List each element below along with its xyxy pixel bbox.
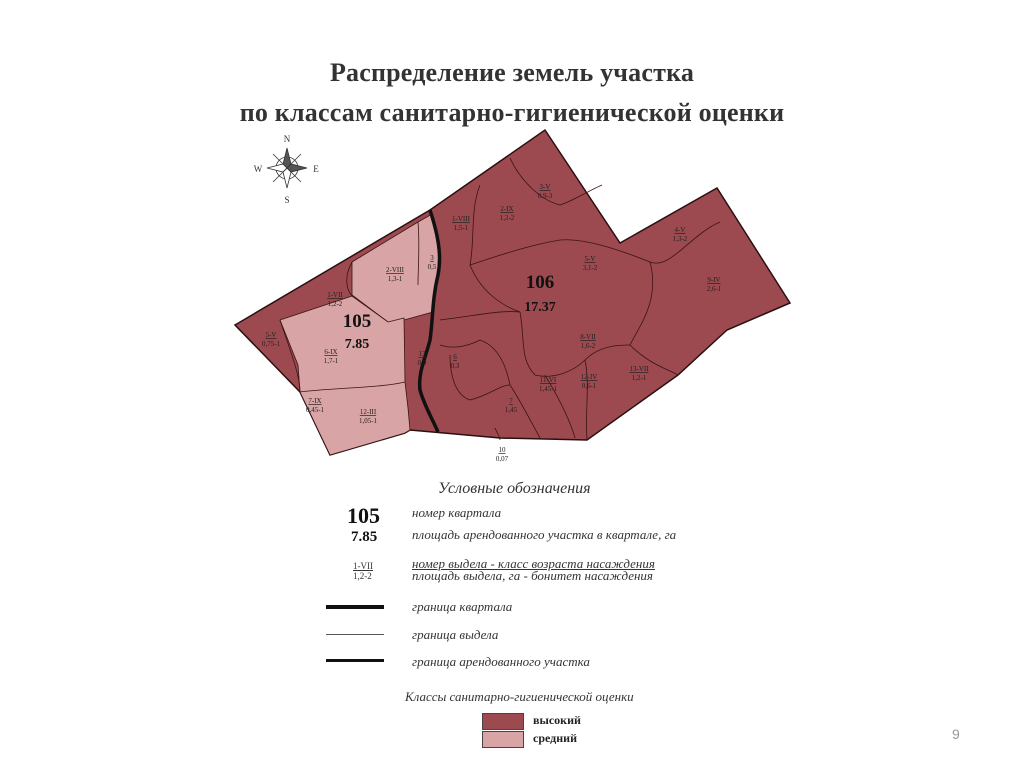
parcel-label: 6-IX <box>324 348 338 356</box>
compass-s-label: S <box>284 195 290 205</box>
legend-sample-id: 1-VII <box>353 561 373 571</box>
parcel-sub: 1,7-1 <box>323 357 339 365</box>
legend-parcel-id-text: номер выдела - класс возраста насаждения <box>412 556 655 571</box>
legend-classes-heading: Классы санитарно-гигиенической оценки <box>405 689 634 704</box>
parcel-label: 2-IX <box>500 205 514 213</box>
parcel-sub: 1,6-2 <box>580 342 596 350</box>
legend-lease-border-line <box>326 659 384 662</box>
parcel-label: 12-IV <box>580 373 598 381</box>
legend-quarter-number-text: номер квартала <box>412 505 502 520</box>
parcel-label: 1-VII <box>327 291 343 299</box>
parcel-label: 13 <box>418 350 426 358</box>
legend-parcel-area-text: площадь выдела, га - бонитет насаждения <box>412 568 653 583</box>
parcel-label: 9-IV <box>707 276 721 284</box>
legend-parcel-border-line <box>326 634 384 635</box>
quarter-105-number: 105 <box>342 311 372 332</box>
parcel-label: 4-V <box>674 226 686 234</box>
quarter-105-area: 7.85 <box>344 337 370 352</box>
compass-w-label: W <box>253 164 263 174</box>
quarter-106-area: 17.37 <box>524 300 556 315</box>
parcel-sub: 2,6-1 <box>706 285 722 293</box>
parcel-label: 2-VIII <box>386 266 404 274</box>
compass-rose-icon <box>267 148 307 188</box>
parcel-label: 11-VI <box>539 376 557 384</box>
parcel-sub: 1,5-1 <box>453 224 469 232</box>
page-number: 9 <box>952 726 960 742</box>
parcel-label: 3 <box>430 254 434 262</box>
parcel-sub: 3,1-2 <box>582 264 598 272</box>
parcel-sub: 1,2-2 <box>499 214 515 222</box>
parcel-sub: 0,45-1 <box>305 406 325 414</box>
compass-n-label: N <box>283 134 291 144</box>
parcel-label: 3-V <box>539 183 551 191</box>
parcel-label: 12-III <box>359 408 377 416</box>
legend-high-label: высокий <box>533 713 581 727</box>
parcel-label: 5-V <box>265 331 277 339</box>
parcel-label: 5-V <box>584 255 596 263</box>
legend-quarter-border-line <box>326 605 384 609</box>
parcel-sub: 0,9 <box>417 359 427 367</box>
parcel-sub: 1,05-1 <box>358 417 378 425</box>
page-title-line-1: Распределение земель участка <box>329 58 695 87</box>
parcel-label: 13-VII <box>629 365 649 373</box>
parcel-sub: 1,45-1 <box>538 385 558 393</box>
parcel-sub: 0,9-3 <box>537 192 553 200</box>
legend-quarter-area-text: площадь арендованного участка в квартале, га <box>412 527 677 542</box>
parcel-sub: 1,45 <box>504 406 518 414</box>
legend-quarter-area: 7.85 <box>351 529 378 545</box>
legend-quarter-number: 105 <box>347 503 380 528</box>
compass-e-label: E <box>313 164 319 174</box>
parcel-sub: 0,75-1 <box>261 340 281 348</box>
parcel-label: 7 <box>509 397 513 405</box>
parcel-sub: 1,2-1 <box>631 374 647 382</box>
legend-quarter-border-text: граница квартала <box>412 599 513 614</box>
quarter-106-number: 106 <box>525 272 555 293</box>
parcel-label: 8-VII <box>580 333 596 341</box>
legend-medium-swatch <box>482 731 524 748</box>
parcel-sub: 0,6-1 <box>581 382 597 390</box>
parcel-label: 1-VIII <box>452 215 470 223</box>
page-title-line-2: по классам санитарно-гигиенической оценки <box>239 98 785 127</box>
legend-lease-border-text: граница арендованного участка <box>412 654 590 669</box>
parcel-label: 10 <box>498 446 506 454</box>
legend-medium-label: средний <box>533 731 577 745</box>
parcel-sub: 0,3 <box>450 362 460 370</box>
legend-high-swatch <box>482 713 524 730</box>
parcel-label: 7-IX <box>308 397 322 405</box>
legend-parcel-border-text: граница выдела <box>412 627 499 642</box>
parcel-sub: 1,2-2 <box>327 300 343 308</box>
legend-sample-sub: 1,2-2 <box>353 571 372 581</box>
parcel-sub: 0,5 <box>427 263 437 271</box>
legend-heading: Условные обозначения <box>438 480 591 497</box>
parcel-sub: 0,07 <box>495 455 509 463</box>
parcel-sub: 1,3-2 <box>672 235 688 243</box>
parcel-label: 6 <box>453 353 457 361</box>
parcel-sub: 1,3-1 <box>387 275 403 283</box>
